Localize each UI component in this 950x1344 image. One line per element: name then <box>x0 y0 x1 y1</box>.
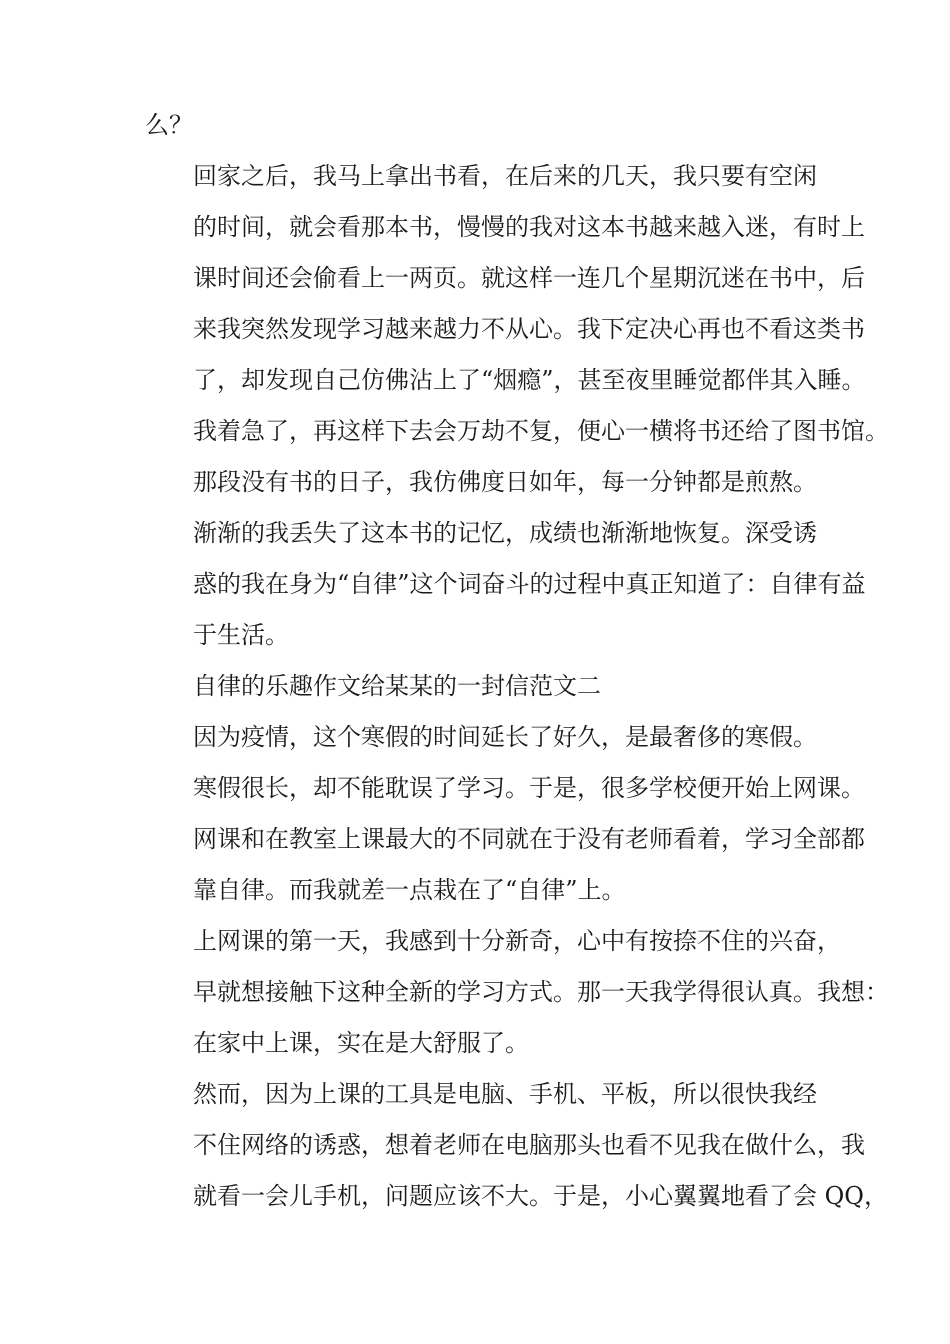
text-line: 那段没有书的日子，我仿佛度日如年，每一分钟都是煎熬。 <box>193 468 817 496</box>
text-line: 我着急了，再这样下去会万劫不复，便心一横将书还给了图书馆。 <box>193 417 889 445</box>
section-heading <box>145 661 810 712</box>
text-line: 然而，因为上课的工具是电脑、手机、平板，所以很快我经 <box>193 1080 817 1108</box>
text-line: 渐渐的我丢失了这本书的记忆，成绩也渐渐地恢复。深受诱 <box>193 519 817 547</box>
text-line: 么？ <box>145 111 193 139</box>
text-line: 的时间，就会看那本书，慢慢的我对这本书越来越入迷，有时上 <box>193 213 865 241</box>
text-line: 早就想接触下这种全新的学习方式。那一天我学得很认真。我想： <box>193 978 889 1006</box>
text-line: 来我突然发现学习越来越力不从心。我下定决心再也不看这类书 <box>193 315 865 343</box>
text-line: 靠自律。而我就差一点栽在了“自律”上。 <box>193 876 626 904</box>
paragraph-going-home <box>145 151 889 508</box>
paragraph-continuation <box>145 100 810 151</box>
text-line: 了，却发现自己仿佛沾上了“烟瘾”，甚至夜里睡觉都伴其入睡。 <box>193 366 866 394</box>
text-line: 不住网络的诱惑，想着老师在电脑那头也看不见我在做什么，我 <box>193 1131 865 1159</box>
paragraph-temptation <box>145 1069 888 1222</box>
text-line: 课时间还会偷看上一两页。就这样一连几个星期沉迷在书中，后 <box>193 264 865 292</box>
text-line: 惑的我在身为“自律”这个词奋斗的过程中真正知道了：自律有益 <box>193 570 866 598</box>
text-line: 因为疫情，这个寒假的时间延长了好久，是最奢侈的寒假。 <box>193 723 817 751</box>
paragraph-forgetting <box>145 508 866 661</box>
paragraph-epidemic <box>145 712 865 916</box>
text-line: 网课和在教室上课最大的不同就在于没有老师看着，学习全部都 <box>193 825 865 853</box>
text-line: 于生活。 <box>193 621 289 649</box>
text-line: 回家之后，我马上拿出书看，在后来的几天，我只要有空闲 <box>193 162 817 190</box>
text-line: 在家中上课，实在是大舒服了。 <box>193 1029 529 1057</box>
heading-text: 自律的乐趣作文给某某的一封信范文二 <box>193 672 601 700</box>
document-body <box>145 100 889 1222</box>
text-line: 寒假很长，却不能耽误了学习。于是，很多学校便开始上网课。 <box>193 774 865 802</box>
text-line: 上网课的第一天，我感到十分新奇，心中有按捺不住的兴奋， <box>193 927 841 955</box>
paragraph-first-day <box>145 916 889 1069</box>
text-line: 就看一会儿手机，问题应该不大。于是，小心翼翼地看了会 QQ， <box>193 1182 888 1210</box>
